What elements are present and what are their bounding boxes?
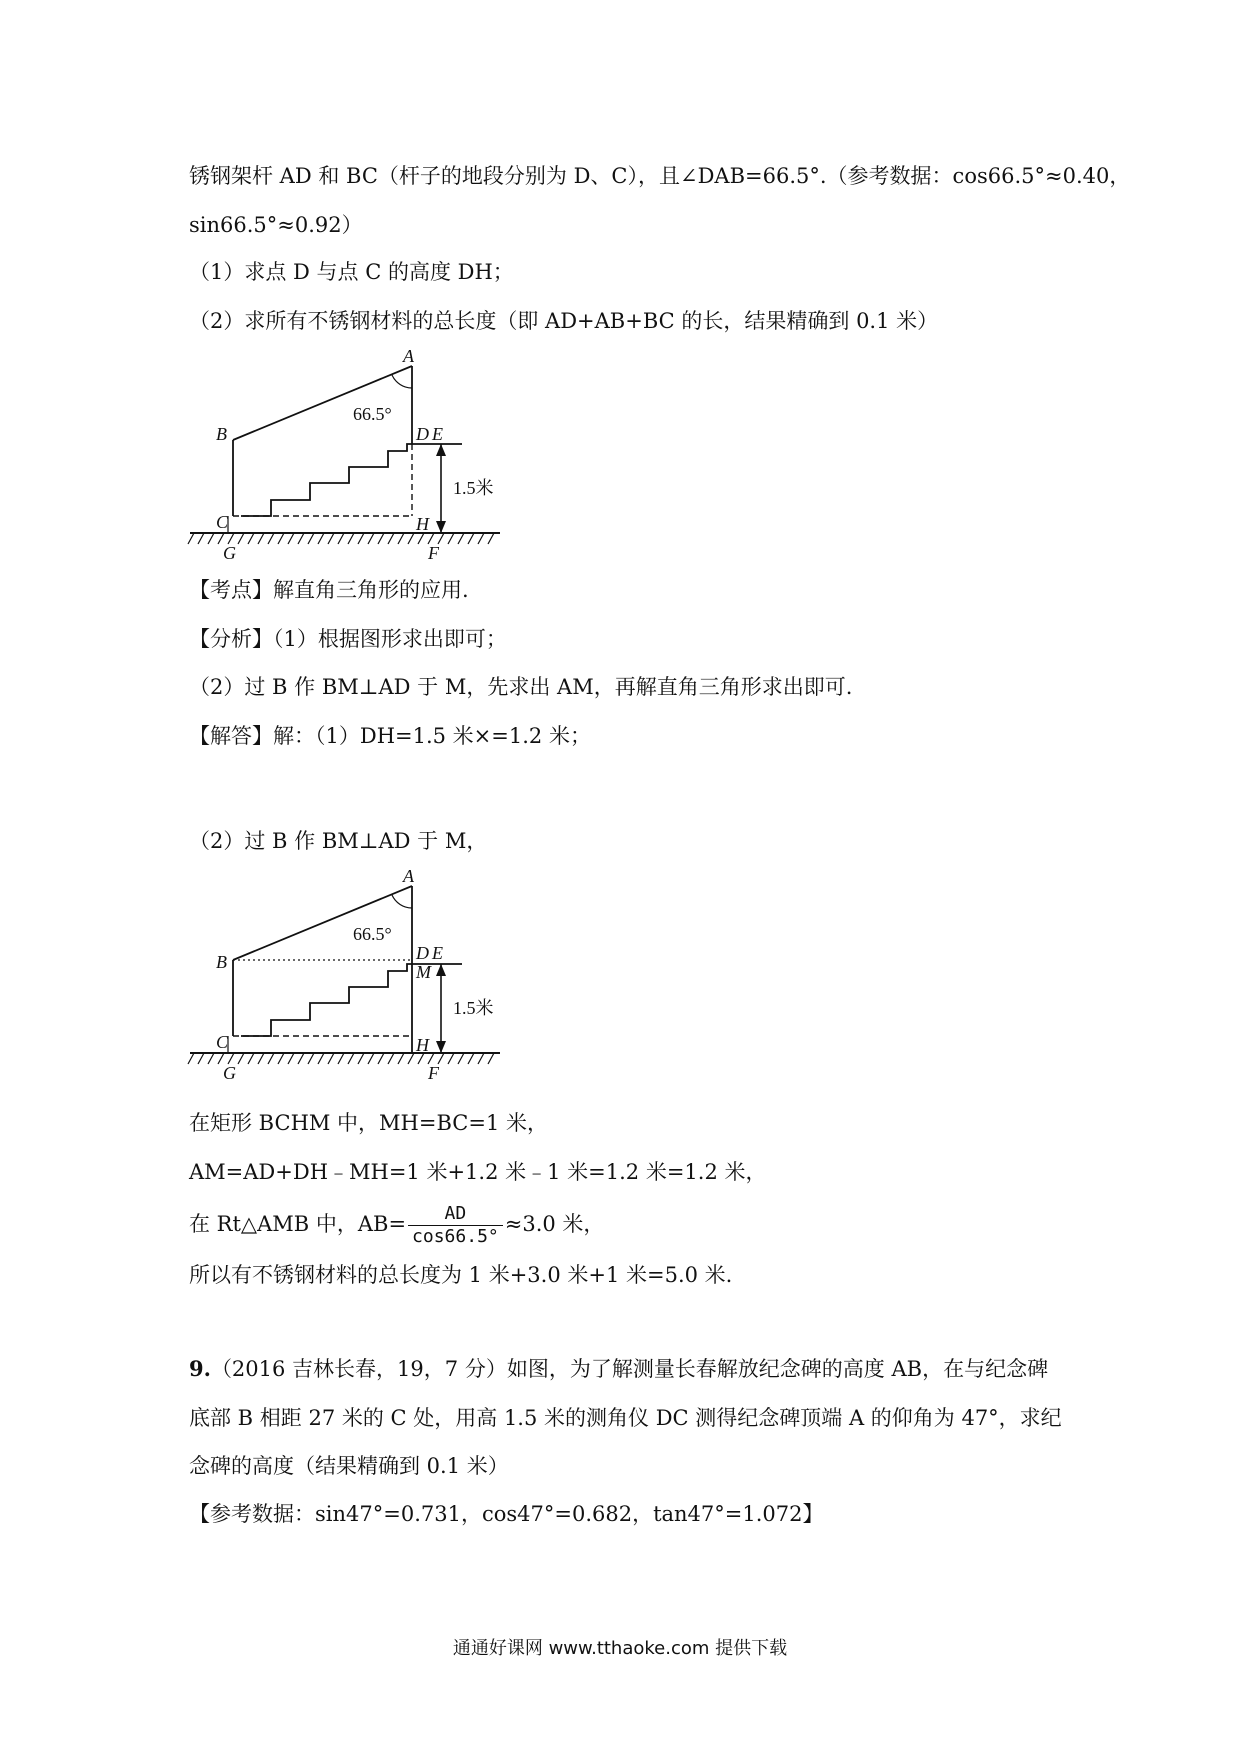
- footer-text: 通通好课网 www.tthaoke.com 提供下载: [452, 1638, 788, 1659]
- fig2-label-c: C: [216, 1032, 229, 1052]
- fig1-label-d: D: [416, 424, 429, 444]
- fig2-angle-label: 66.5°: [353, 924, 392, 944]
- question-1: （1）求点 D 与点 C 的高度 DH；: [189, 260, 514, 284]
- fig2-label-d: D: [416, 943, 429, 963]
- fig1-height-label: 1.5米: [453, 478, 494, 498]
- question-2: （2）求所有不锈钢材料的总长度（即 AD+AB+BC 的长，结果精确到 0.1 米）: [189, 309, 939, 333]
- fraction-denominator: cos66.5°: [412, 1226, 499, 1247]
- ab-fraction: [408, 1203, 503, 1248]
- fig2-label-a: A: [403, 866, 414, 886]
- fig1-label-f: F: [428, 543, 439, 563]
- rt-suffix: ≈3.0 米，: [504, 1212, 605, 1236]
- total-line: 所以有不锈钢材料的总长度为 1 米+3.0 米+1 米=5.0 米.: [189, 1263, 733, 1287]
- fig1-label-c: C: [216, 512, 229, 532]
- fraction-numerator: AD: [408, 1203, 503, 1226]
- rt-line: [189, 1196, 604, 1252]
- question-9-line-1: [189, 1355, 1048, 1383]
- figure-1-diagram: [180, 346, 510, 570]
- fig2-label-m: M: [416, 962, 431, 982]
- question-9-line-3: 念碑的高度（结果精确到 0.1 米）: [189, 1454, 509, 1478]
- kaodian-line: 【考点】解直角三角形的应用.: [189, 578, 469, 602]
- fig2-label-f: F: [428, 1063, 439, 1083]
- fig2-label-b: B: [216, 952, 227, 972]
- fig1-label-e: E: [432, 424, 443, 444]
- fig2-label-g: G: [223, 1063, 236, 1083]
- figure-2-diagram: [180, 866, 510, 1083]
- fig1-label-g: G: [223, 543, 236, 563]
- fig2-label-h: H: [416, 1035, 429, 1055]
- fig1-label-a: A: [403, 346, 414, 366]
- question-9-number: 9.: [189, 1356, 211, 1381]
- fig1-angle-label: 66.5°: [353, 404, 392, 424]
- fig2-label-e: E: [432, 943, 443, 963]
- rect-line: 在矩形 BCHM 中，MH=BC=1 米，: [189, 1111, 548, 1135]
- question-9-text-1: （2016 吉林长春，19，7 分）如图，为了解测量长春解放纪念碑的高度 AB，在与纪念碑: [210, 1357, 1049, 1381]
- fenxi-line: 【分析】（1）根据图形求出即可；: [189, 627, 507, 651]
- fig2-height-label: 1.5米: [453, 998, 494, 1018]
- fig1-label-h: H: [416, 514, 429, 534]
- question-9-reference: 【参考数据：sin47°=0.731，cos47°=0.682，tan47°=1.072】: [189, 1502, 824, 1526]
- am-line: AM=AD+DH﹣MH=1 米+1.2 米﹣1 米=1.2 米=1.2 米，: [189, 1160, 767, 1184]
- rt-prefix: 在 Rt△AMB 中，AB=: [189, 1212, 407, 1236]
- jieda-line: 【解答】解：（1）DH=1.5 米×=1.2 米；: [189, 724, 591, 748]
- fenxi-line-2: （2）过 B 作 BM⊥AD 于 M，先求出 AM，再解直角三角形求出即可.: [189, 675, 853, 699]
- problem-text-line-1: 锈钢架杆 AD 和 BC（杆子的地段分别为 D、C），且∠DAB=66.5°.（参考数据：cos66.5°≈0.40，: [189, 164, 1131, 188]
- fig1-label-b: B: [216, 424, 227, 444]
- question-9-line-2: 底部 B 相距 27 米的 C 处，用高 1.5 米的测角仪 DC 测得纪念碑顶端 A 的仰角为 47°，求纪: [189, 1406, 1062, 1430]
- jieda-step-2: （2）过 B 作 BM⊥AD 于 M，: [189, 829, 488, 853]
- problem-text-line-2: sin66.5°≈0.92）: [189, 213, 363, 237]
